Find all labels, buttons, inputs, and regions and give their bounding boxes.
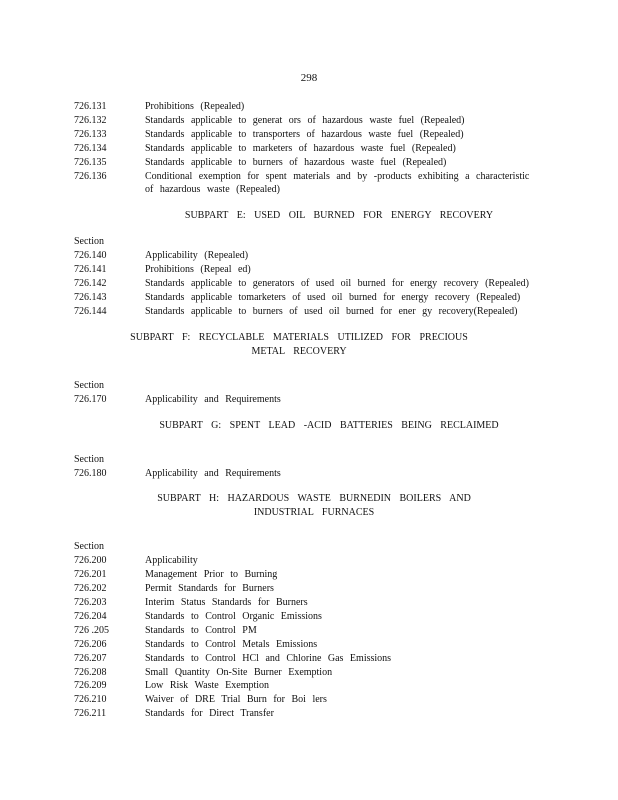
toc-entry — [74, 263, 544, 277]
toc-entry — [74, 291, 544, 305]
section-number: 726.142 — [74, 278, 107, 290]
section-title: Standards applicable to marketers of hazardous waste fuel (Repealed) — [145, 142, 456, 154]
page-number: 298 — [300, 72, 318, 84]
section-label: Section — [74, 236, 104, 248]
toc-entry — [74, 114, 544, 128]
section-number: 726.209 — [74, 680, 107, 692]
toc-entry — [74, 707, 544, 721]
section-number: 726.131 — [74, 101, 107, 112]
section-title: Standards applicable to transporters of hazardous waste fuel (Repealed) — [145, 128, 464, 140]
toc-entry — [74, 554, 544, 568]
section-title: Applicability and Requirements — [145, 467, 281, 479]
subpart-heading: SUBPART G: SPENT LEAD -ACID BATTERIES BEING RECLAIMED — [159, 419, 499, 431]
section-label: Section — [74, 379, 104, 391]
section-number: 726.207 — [74, 652, 107, 664]
section-title: Prohibitions (Repealed) — [145, 101, 245, 112]
toc-entry — [74, 467, 544, 481]
toc-entry — [74, 142, 544, 156]
section-title: Permit Standards for Burners — [145, 583, 274, 595]
entry-group — [74, 235, 544, 318]
toc-entry — [74, 170, 544, 198]
table-of-contents — [74, 100, 544, 721]
section-number: 726.211 — [74, 708, 107, 720]
toc-entry — [74, 249, 544, 263]
section-number: 726.132 — [74, 114, 107, 126]
section-number: 726 .205 — [74, 624, 109, 636]
section-number: 726.206 — [74, 638, 107, 650]
section-number: 726.208 — [74, 666, 107, 678]
subpart-heading: SUBPART F: RECYCLABLE MATERIALS UTILIZED FOR PRECIOUS METAL RECOVERY — [130, 331, 468, 357]
section-title: Small Quantity On-Site Burner Exemption — [145, 666, 333, 678]
section-number: 726.140 — [74, 250, 107, 262]
section-number: 726.170 — [74, 393, 107, 405]
section-title: Management Prior to Burning — [145, 569, 278, 581]
section-title: Standards applicable to generat ors of hazardous waste fuel (Repealed) — [145, 114, 465, 126]
section-title: Prohibitions (Repeal ed) — [145, 264, 251, 276]
entry-group — [74, 100, 544, 197]
section-number: 726.202 — [74, 583, 107, 595]
section-title: Standards to Control Metals Emissions — [145, 638, 318, 650]
toc-entry — [74, 638, 544, 652]
section-number: 726.133 — [74, 128, 107, 140]
subpart-heading: SUBPART E: USED OIL BURNED FOR ENERGY RECOVERY — [184, 210, 494, 222]
section-number: 726.204 — [74, 610, 107, 622]
section-title: Low Risk Waste Exemption — [145, 680, 270, 692]
section-title: Standards applicable tomarketers of used oil burned for energy recovery (Repealed) — [145, 291, 521, 303]
section-title: Applicability and Requirements — [145, 393, 281, 405]
toc-entry — [74, 128, 544, 142]
section-title: Standards to Control PM — [145, 624, 257, 636]
section-title: Applicability (Repealed) — [145, 250, 249, 262]
section-title: Waiver of DRE Trial Burn for Boi lers — [145, 694, 327, 706]
section-number: 726.134 — [74, 142, 107, 154]
entry-group — [74, 453, 544, 481]
section-number: 726.143 — [74, 291, 107, 303]
toc-entry — [74, 568, 544, 582]
toc-entry — [74, 679, 544, 693]
toc-entry — [74, 582, 544, 596]
section-title: Standards for Direct Transfer — [145, 708, 274, 720]
toc-entry — [74, 100, 544, 114]
section-number: 726.144 — [74, 305, 107, 317]
toc-entry — [74, 652, 544, 666]
toc-entry — [74, 624, 544, 638]
section-title: Interim Status Standards for Burners — [145, 597, 308, 609]
section-number: 726.201 — [74, 569, 107, 581]
section-number: 726.200 — [74, 555, 107, 567]
section-number: 726.180 — [74, 467, 107, 479]
section-label: Section — [74, 453, 104, 465]
section-title: Standards applicable to generators of used oil burned for energy recovery (Repealed) — [145, 278, 529, 290]
section-title: Applicability — [145, 555, 198, 567]
section-title: Standards applicable to burners of used oil burned for ener gy recovery(Repealed) — [145, 305, 518, 317]
section-title: Standards applicable to burners of hazardous waste fuel (Repealed) — [145, 156, 447, 168]
entry-group — [74, 540, 544, 721]
subpart-heading: SUBPART H: HAZARDOUS WASTE BURNEDIN BOILERS AND INDUSTRIAL FURNACES — [157, 493, 471, 519]
section-number: 726.135 — [74, 156, 107, 168]
entry-group — [74, 379, 544, 407]
section-title: Conditional exemption for spent materials and by -products exhibiting a characteristic of hazardous waste (Repealed) — [145, 170, 530, 196]
toc-entry — [74, 393, 544, 407]
section-number: 726.141 — [74, 264, 107, 276]
section-label: Section — [74, 541, 104, 553]
toc-entry — [74, 596, 544, 610]
section-number: 726.210 — [74, 694, 107, 706]
section-title: Standards to Control HCl and Chlorine Gas Emissions — [145, 652, 392, 664]
section-number: 726.136 — [74, 170, 107, 182]
toc-entry — [74, 277, 544, 291]
toc-entry — [74, 693, 544, 707]
section-number: 726.203 — [74, 597, 107, 609]
toc-entry — [74, 305, 544, 319]
toc-entry — [74, 666, 544, 680]
toc-entry — [74, 156, 544, 170]
section-title: Standards to Control Organic Emissions — [145, 610, 322, 622]
toc-entry — [74, 610, 544, 624]
